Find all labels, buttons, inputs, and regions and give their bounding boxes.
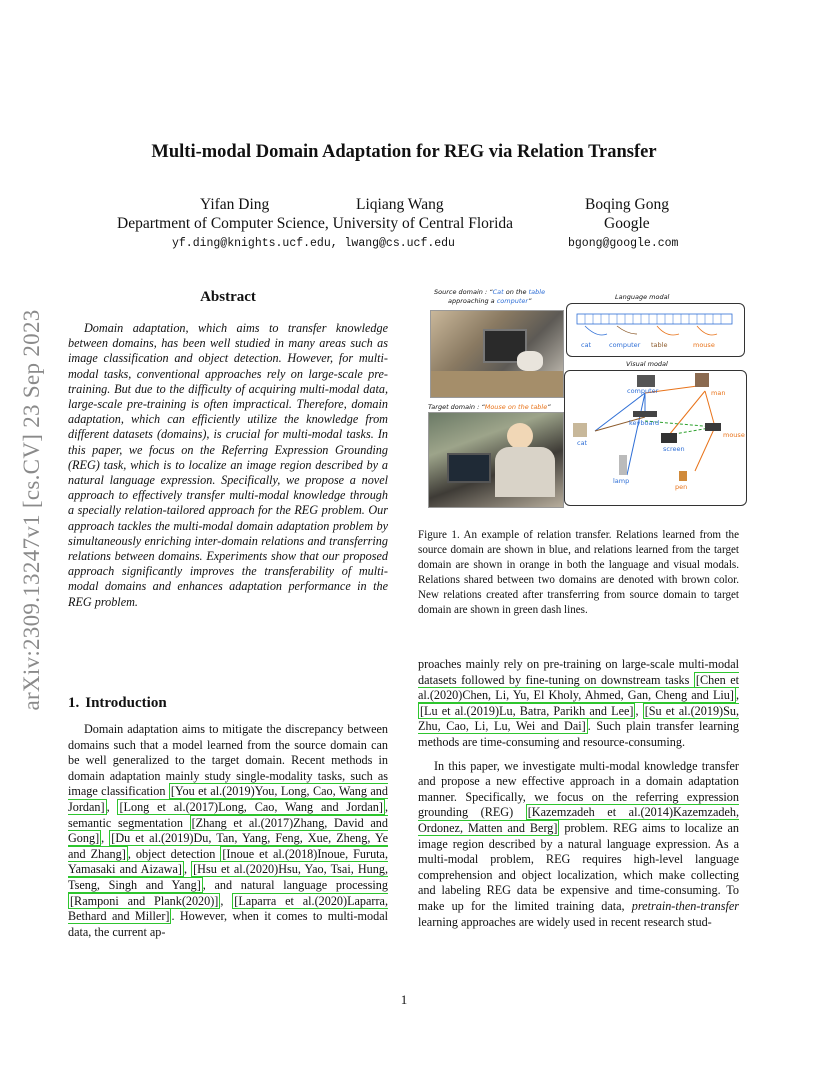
citation-link[interactable]: [Lu et al.(2019)Lu, Batra, Parikh and Lee] <box>420 703 634 718</box>
laptop-screen-shape <box>447 453 491 483</box>
arxiv-identifier-text: arXiv:2309.13247v1 [cs.CV] 23 Sep 2023 <box>19 309 44 711</box>
person-body-shape <box>495 447 555 497</box>
citation-link[interactable]: [Chen et al.(2020)Chen, Li, Yu, El Kholy, Ahmed, Gan, Cheng and Liu] <box>418 672 739 703</box>
language-modal-panel <box>566 303 745 357</box>
visual-node-label: cat <box>577 439 588 447</box>
author-name: Boqing Gong <box>585 196 669 213</box>
text-run: . Such plain transfer learning methods are time-consuming and resource-consuming. <box>418 719 739 749</box>
page-number: 1 <box>400 992 408 1007</box>
citation-link[interactable]: [Kazemzadeh et al.(2014)Kazemzadeh, Ordonez, Matten and Berg] <box>418 805 739 835</box>
mouse-thumb <box>705 423 721 431</box>
text-run: , <box>735 688 739 703</box>
text-run: problem. REG aims to localize an image region described by a natural language expression. As a multi-modal problem, REG requires high-level language comprehension and object localization, which make collecting and labeling REG data be expensive and time-consuming. To make up for the limited training data, <box>418 820 740 913</box>
citation-link[interactable]: [Inoue et al.(2018)Inoue, Furuta, Yamasaki and Aizawa] <box>68 846 388 877</box>
author-name: Yifan Ding <box>200 196 270 213</box>
lang-word: cat <box>581 341 592 349</box>
figure-caption: Figure 1. An example of relation transfer. Relations learned from the source domain are shown in blue, and relations learned from the target domain are shown in orange in both the language and visual modals. Relations shared between two domains are denoted with brown color. New relations created after transferring from source domain to target domain are shown in green dash lines. <box>418 529 739 616</box>
visual-node-label: keyboard <box>629 419 660 427</box>
text-run: , <box>101 831 110 846</box>
citation-link[interactable]: [Hsu et al.(2020)Hsu, Yao, Tsai, Hung, Tseng, Singh and Yang] <box>68 862 388 892</box>
citation-link[interactable]: [Zhang et al.(2017)Zhang, David and Gong] <box>68 815 388 846</box>
source-domain-label: Source domain : “Cat on the table <box>434 288 546 296</box>
paragraph <box>418 657 739 751</box>
figure-1 <box>420 286 745 506</box>
text-run: , <box>220 893 233 908</box>
visual-node-label: mouse <box>723 431 745 439</box>
visual-node-label: lamp <box>613 477 630 485</box>
person-head-shape <box>507 423 533 449</box>
lang-word: computer <box>609 341 641 349</box>
source-domain-label-line2: approaching a computer” <box>448 297 532 305</box>
citation-link[interactable]: [Du et al.(2019)Du, Tan, Yang, Feng, Xue, Zheng, Ye and Zhang] <box>68 831 389 861</box>
target-domain-photo <box>428 412 564 508</box>
author-email: yf.ding@knights.ucf.edu, lwang@cs.ucf.edu <box>172 237 455 250</box>
lamp-thumb <box>619 455 627 475</box>
paper-title: Multi-modal Domain Adaptation for REG via Relation Transfer <box>151 142 657 162</box>
section-number: 1. <box>68 695 80 711</box>
visual-node-label: pen <box>675 483 688 491</box>
text-run: . However, when it comes to multi-modal data, the current ap- <box>68 909 389 939</box>
text-run: , semantic segmentation <box>68 799 389 830</box>
visual-node-label: man <box>711 389 726 397</box>
text-run: , and natural language processing <box>202 877 388 892</box>
pen-thumb <box>679 471 687 481</box>
author-affiliation: Google <box>604 215 650 232</box>
citation-link[interactable]: [Su et al.(2019)Su, Zhu, Cao, Li, Lu, Wei and Dai] <box>418 703 740 734</box>
table-shape <box>431 371 563 397</box>
visual-node-label: screen <box>663 445 685 453</box>
author-affiliation: Department of Computer Science, University of Central Florida <box>117 215 514 232</box>
author-name: Liqiang Wang <box>356 196 444 213</box>
citation-link[interactable]: [You et al.(2019)You, Long, Cao, Wang and Jordan] <box>68 784 388 814</box>
lang-word: mouse <box>693 341 715 349</box>
keyboard-thumb <box>633 411 657 417</box>
screen-thumb <box>661 433 677 443</box>
text-run: , object detection <box>127 846 221 861</box>
paragraph <box>68 722 388 940</box>
section-title: Introduction <box>85 695 167 711</box>
text-run: In this paper, we investigate multi-modal knowledge transfer and propose a new effective approach in a domain adaptation manner. Specifically, we focus on the referring expression grounding (REG) <box>418 758 739 820</box>
left-column-text <box>68 722 388 948</box>
abstract-body: Domain adaptation, which aims to transfer knowledge between domains, has been well studied in many areas such as image classification and object detection. However, for multi-modal tasks, conventional approaches rely on large-scale pre-training. But due to the difficulty of acquiring multi-modal data, large-scale pre-training is often impractical. Therefore, domain adaptation, which can efficiently utilize the knowledge from different datasets (domains), is crucial for multi-modal tasks. In this paper, we focus on the Referring Expression Grounding (REG) task, which is to localize an image region described by a natural language expression. Specifically, we propose a novel approach to effectively transfer multi-modal knowledge through a specially relation-tailored approach for the REG problem. Our approach tackles the multi-modal domain adaptation problem by simultaneously enriching inter-domain relations and transferring relations between domains. Experiments show that our proposed approach significantly improves the transferability of multi-modal domains and enhances adaptation performance in the REG problem. <box>68 321 388 609</box>
target-domain-label: Target domain : “Mouse on the table” <box>428 403 551 411</box>
citation-link[interactable]: [Ramponi and Plank(2020)] <box>70 893 219 908</box>
visual-node-label: computer <box>627 387 659 395</box>
language-modal-title: Language modal <box>615 293 670 301</box>
man-thumb <box>695 373 709 387</box>
computer-thumb <box>637 375 655 387</box>
text-run: , <box>635 703 643 718</box>
visual-modal-title: Visual modal <box>626 360 668 368</box>
citation-link[interactable]: [Long et al.(2017)Long, Cao, Wang and Jordan] <box>119 799 383 814</box>
paragraph <box>418 759 739 931</box>
source-domain-photo <box>430 310 564 398</box>
emphasis-text: pretrain-then-transfer <box>631 898 739 913</box>
author-email: bgong@google.com <box>568 237 679 250</box>
abstract-heading: Abstract <box>200 289 256 305</box>
lang-word: table <box>651 341 668 349</box>
visual-modal-panel <box>564 370 747 506</box>
cat-shape <box>517 351 543 371</box>
arxiv-identifier <box>14 285 50 735</box>
text-run: proaches mainly rely on pre-training on large-scale multi-modal datasets followed by fine-tuning on downstream tasks <box>418 657 739 687</box>
citation-link[interactable]: [Laparra et al.(2020)Laparra, Bethard and Miller] <box>68 893 388 924</box>
cat-thumb <box>573 423 587 437</box>
right-column-text <box>418 657 739 938</box>
text-run: Domain adaptation aims to mitigate the discrepancy between domains such that a model learned from the source domain can be well generalized to the target domain. Recent methods in domain adaptation mainly study single-modality tasks, such as image classification <box>68 722 388 799</box>
section-heading <box>68 695 167 712</box>
text-run: , <box>106 799 118 814</box>
text-run: learning approaches are widely used in recent research stud- <box>418 914 712 929</box>
text-run: , <box>183 862 192 877</box>
